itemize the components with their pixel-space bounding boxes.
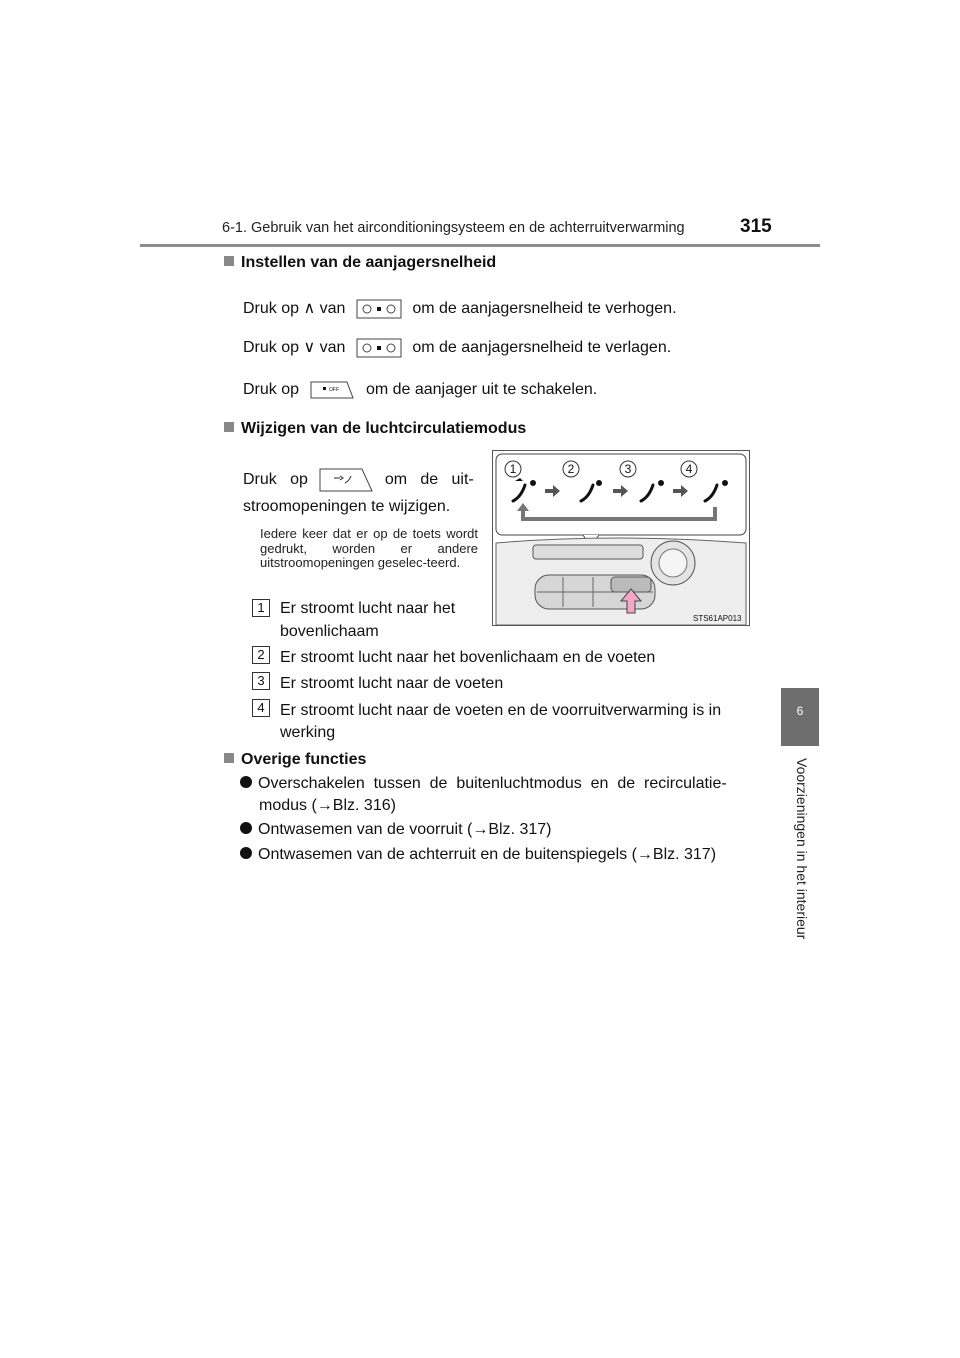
airflow-item-2: Er stroomt lucht naar het bovenlichaam en de voeten — [280, 649, 656, 666]
airflow-intro-line-2: stroomopeningen te wijzigen. — [243, 498, 451, 515]
item-number-1: 1 — [252, 599, 270, 617]
running-header: 6-1. Gebruik van het airconditioningsysteem en de achterruitverwarming — [222, 220, 685, 236]
airflow-item-1-line-2: bovenlichaam — [280, 623, 379, 640]
fan-off-line: Druk op OFF om de aanjager uit te schakelen. — [243, 381, 598, 399]
fan-speed-button-icon — [356, 338, 402, 358]
fan-off-button-icon — [309, 380, 355, 400]
header-divider — [140, 244, 820, 247]
svg-text:OFF: OFF — [329, 387, 340, 393]
bullet-item-3: Ontwasemen van de achterruit en de buitenspiegels (→Blz. 317) — [240, 846, 716, 864]
fan-decrease-line: Druk op ∨ van om de aanjagersnelheid te verlagen. — [243, 339, 672, 356]
airflow-note: Iedere keer dat er op de toets wordt gedrukt, worden er andere uitstroomopeningen geselec-teerd. — [260, 526, 478, 570]
bullet-dot-icon — [240, 847, 252, 859]
fan-increase-line: Druk op ∧ van om de aanjagersnelheid te verhogen. — [243, 300, 677, 317]
bullet-item-1-line-1: Overschakelen tussen de buitenluchtmodus en de recirculatie- — [240, 775, 727, 793]
square-bullet-icon — [224, 256, 234, 266]
section-heading-other-functions: Overige functies — [224, 751, 366, 769]
item-number-2: 2 — [252, 646, 270, 664]
dashboard-vents-drawing — [493, 451, 749, 625]
figure-label-3: 3 — [624, 462, 632, 476]
item-number-4: 4 — [252, 699, 270, 717]
square-bullet-icon — [224, 753, 234, 763]
airflow-mode-button-icon — [318, 466, 374, 494]
section-heading-airflow-mode: Wijzigen van de luchtcirculatiemodus — [224, 420, 526, 438]
airflow-item-4-line-1: Er stroomt lucht naar de voeten en de voorruitverwarming is in — [280, 702, 722, 719]
airflow-item-3: Er stroomt lucht naar de voeten — [280, 675, 504, 692]
bullet-item-1-line-2: modus (→Blz. 316) — [259, 797, 396, 814]
figure-label-2: 2 — [567, 462, 575, 476]
bullet-dot-icon — [240, 776, 252, 788]
bullet-item-2: Ontwasemen van de voorruit (→Blz. 317) — [240, 821, 551, 839]
chapter-tab: 6 — [781, 688, 819, 746]
airflow-intro-line-1: Druk op om de uit- — [243, 466, 474, 494]
figure-label-1: 1 — [509, 462, 517, 476]
figure-code: STS61AP013 — [693, 614, 742, 623]
item-number-3: 3 — [252, 672, 270, 690]
figure-label-4: 4 — [685, 462, 693, 476]
chapter-title-vertical: Voorzieningen in het interieur — [794, 758, 810, 940]
airflow-item-4-line-2: werking — [280, 724, 336, 741]
section-heading-fan-speed: Instellen van de aanjagersnelheid — [224, 254, 496, 272]
fan-speed-button-icon — [356, 299, 402, 319]
square-bullet-icon — [224, 422, 234, 432]
bullet-dot-icon — [240, 822, 252, 834]
airflow-mode-illustration — [492, 450, 750, 626]
page-number: 315 — [740, 216, 772, 237]
airflow-item-1-line-1: Er stroomt lucht naar het — [280, 600, 456, 617]
